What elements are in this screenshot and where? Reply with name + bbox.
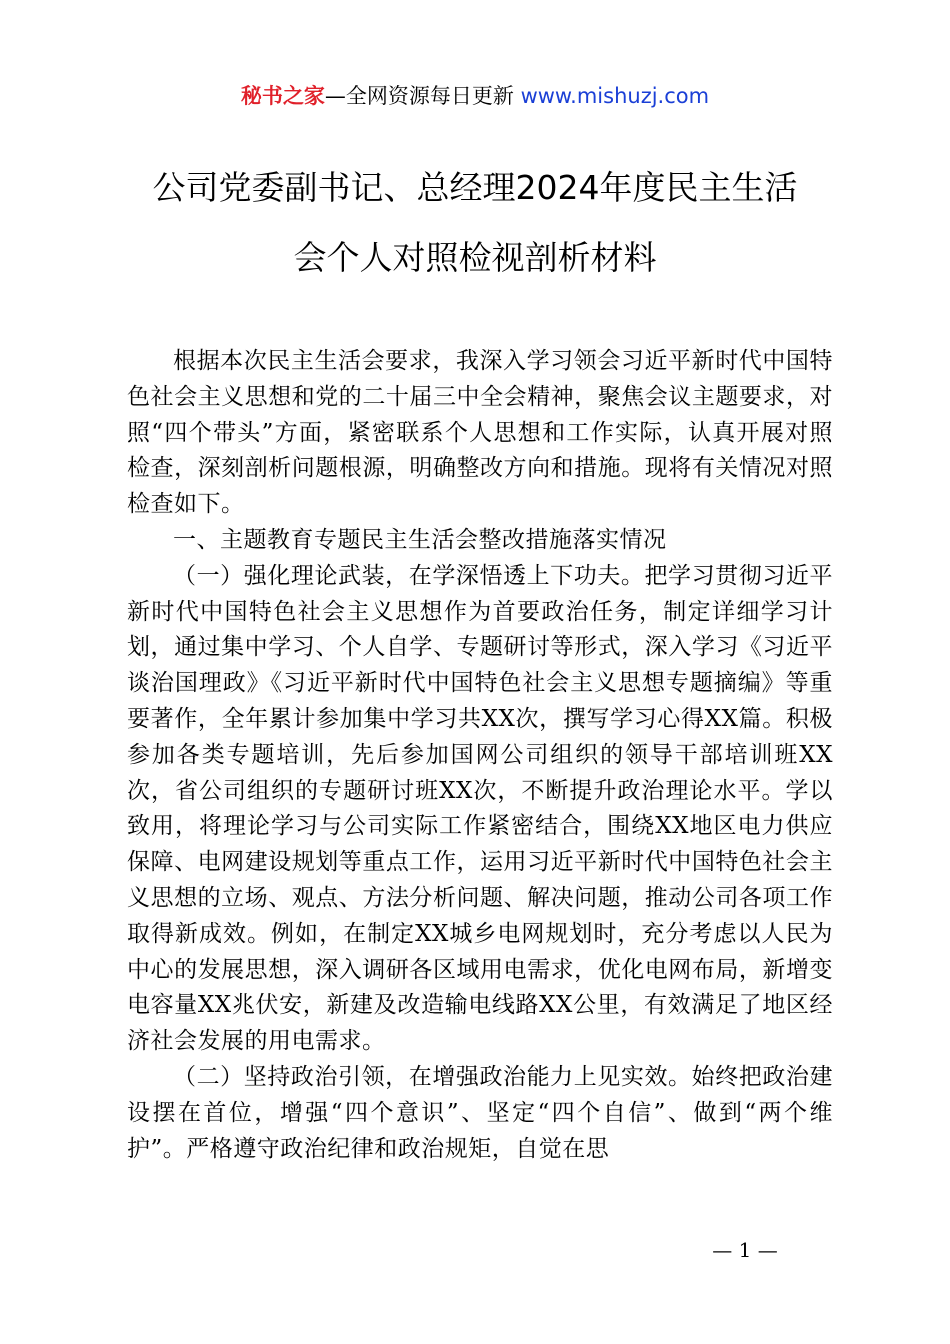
brand-name: 秘书之家 [240,84,325,108]
title-line-1: 公司党委副书记、总经理2024年度民主生活 [152,168,798,207]
page-number: — 1 — [712,1238,778,1262]
section-heading-1: 一、主题教育专题民主生活会整改措施落实情况 [173,526,667,553]
banner-tagline: —全网资源每日更新 [324,84,521,108]
document-title [60,162,890,302]
paragraph-item-1: （一）强化理论武装，在学深悟透上下功夫。把学习贯彻习近平新时代中国特色社会主义思想作为首要政治任务，制定详细学习计划，通过集中学习、个人自学、专题研讨等形式，深入学习《习近平谈治国理政》《习近平新时代中国特色社会主义思想专题摘编》等重要著作，全年累计参加集中学习共XX次，撰写学习心得XX篇。积极参加各类专题培训，先后参加国网公司组织的领导干部培训班XX次，省公司组织的专题研讨班XX次，不断提升政治理论水平。学以致用，将理论学习与公司实际工作紧密结合，围绕XX地区电力供应保障、电网建设规划等重点工作，运用习近平新时代中国特色社会主义思想的立场、观点、方法分析问题、解决问题，推动公司各项工作取得新成效。例如，在制定XX城乡电网规划时，充分考虑以人民为中心的发展思想，深入调研各区域用电需求，优化电网布局，新增变电容量XX兆伏安，新建及改造输电线路XX公里，有效满足了地区经济社会发展的用电需求。 [127,562,833,1055]
document-body [127,344,833,1167]
paragraph-item-2: （二）坚持政治引领，在增强政治能力上见实效。始终把政治建设摆在首位，增强“四个意识”、坚定“四个自信”、做到“两个维护”。严格遵守政治纪律和政治规矩，自觉在思 [127,1063,833,1162]
site-url: www.mishuzj.com [520,84,710,108]
site-banner [0,80,950,112]
paragraph-intro: 根据本次民主生活会要求，我深入学习领会习近平新时代中国特色社会主义思想和党的二十届三中全会精神，聚焦会议主题要求，对照“四个带头”方面，紧密联系个人思想和工作实际，认真开展对照检查，深刻剖析问题根源，明确整改方向和措施。现将有关情况对照检查如下。 [127,348,833,518]
title-line-2: 会个人对照检视剖析材料 [293,238,657,277]
